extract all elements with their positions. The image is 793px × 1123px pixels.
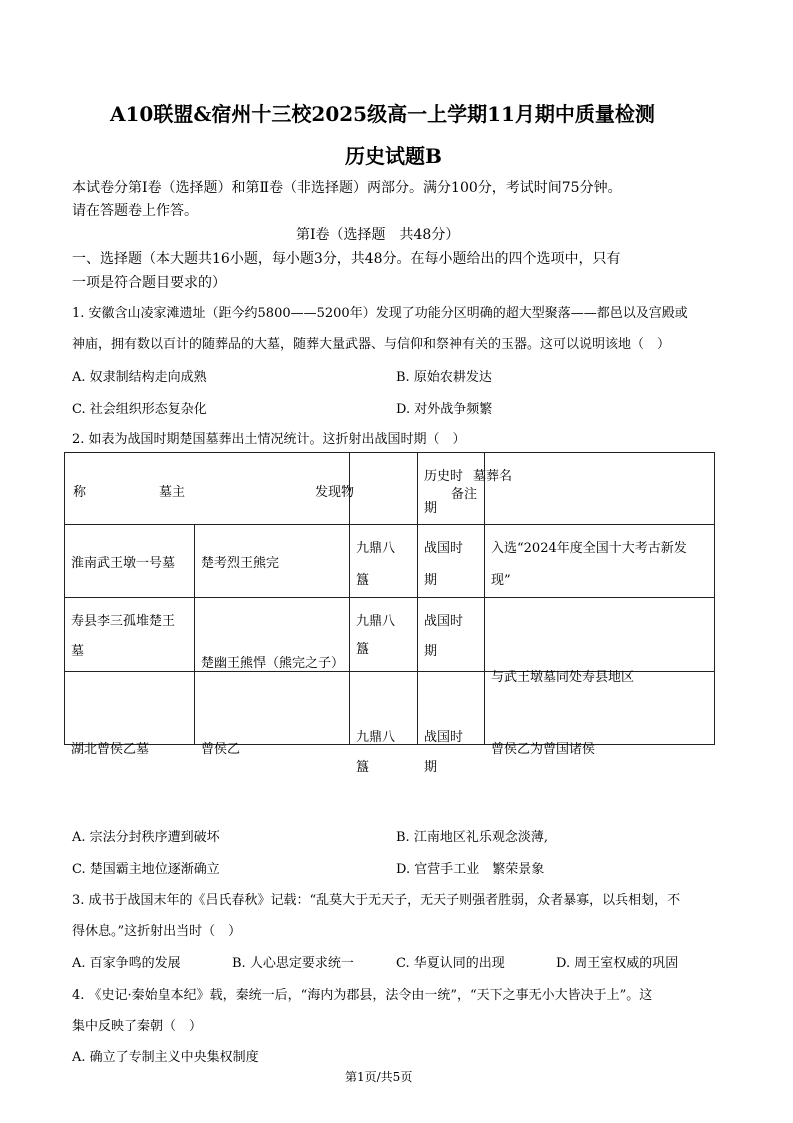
q3-stem-2: 得休息。”这折射出当时（ ） <box>72 924 242 939</box>
header-period-2: 期 <box>424 501 438 516</box>
q3-stem-1: 3. 成书于战国末年的《吕氏春秋》记载：“乱莫大于无天子，无天子则强者胜弱，众者暴寡，以兵相刬，不 <box>72 893 681 908</box>
row1-period-1: 战国时 <box>424 541 464 556</box>
q1-stem-1: 1. 安徽含山凌家滩遗址（距今约5800——5200年）发现了功能分区明确的超大型聚落——都邑以及宫殿或 <box>72 306 688 321</box>
section-instructions-1: 一、选择题（本大题共16小题，每小题3分，共48分。在每小题给出的四个选项中，只有 <box>72 251 621 267</box>
q2-stem: 2. 如表为战国时期楚国墓葬出土情况统计。这折射出战国时期（ ） <box>72 432 466 447</box>
row2-find-2: 簋 <box>356 642 370 657</box>
header-period: 历史时 <box>424 469 464 484</box>
intro-line-1: 本试卷分第Ⅰ卷（选择题）和第Ⅱ卷（非选择题）两部分。满分100分，考试时间75分钟。 <box>72 180 622 196</box>
table-row <box>65 525 715 598</box>
row3-find-2: 簋 <box>356 760 370 775</box>
q2-option-c: C. 楚国霸主地位逐渐确立 <box>72 862 220 877</box>
cell-name <box>65 525 195 598</box>
q3-option-a: A. 百家争鸣的发展 <box>72 956 181 971</box>
exam-title: A10联盟&宿州十三校2025级高一上学期11月期中质量检测 <box>110 102 655 126</box>
cell-period <box>418 672 485 775</box>
q2-option-a: A. 宗法分封秩序遭到破坏 <box>72 830 220 845</box>
row2-note: 与武王墩墓同处寿县地区 <box>491 670 635 685</box>
q4-stem-2: 集中反映了秦朝（ ） <box>72 1019 203 1034</box>
row1-name: 淮南武王墩一号墓 <box>71 556 176 571</box>
cell-finds <box>350 598 418 672</box>
cell-name <box>65 598 195 672</box>
header-cell <box>451 453 715 525</box>
cell-note <box>485 525 715 598</box>
row3-find-1: 九鼎八 <box>356 730 396 745</box>
exam-subtitle: 历史试题B <box>345 144 442 168</box>
row3-period-1: 战国时 <box>424 730 464 745</box>
q2-table <box>64 452 715 775</box>
header-cheng: 称 <box>73 485 87 500</box>
q4-stem-1: 4. 《史记·秦始皇本纪》载，秦统一后，“海内为郡县，法令由一统”，“天下之事无小大皆决于上”。这 <box>72 988 653 1003</box>
q1-option-c: C. 社会组织形态复杂化 <box>72 402 207 417</box>
row1-note-2: 现” <box>491 573 511 588</box>
row2-owner: 楚幽王熊悍（熊完之子） <box>201 656 345 671</box>
intro-line-2: 请在答题卷上作答。 <box>72 203 198 219</box>
cell-owner <box>195 672 350 757</box>
row1-note-1: 入选“2024年度全国十大考古新发 <box>491 541 687 556</box>
q3-option-c: C. 华夏认同的出现 <box>396 956 505 971</box>
row1-period-2: 期 <box>424 573 438 588</box>
q1-option-b: B. 原始农耕发达 <box>396 370 492 385</box>
row3-owner: 曾侯乙 <box>201 742 241 757</box>
cell-note <box>485 598 715 685</box>
row2-find-1: 九鼎八 <box>356 614 396 629</box>
cell-finds <box>350 672 418 775</box>
header-note: 备注 <box>451 487 478 502</box>
header-finds: 发现物 <box>315 485 355 500</box>
row1-find-2: 簋 <box>356 573 370 588</box>
row3-note: 曾侯乙为曾国诸侯 <box>491 742 596 757</box>
header-owner: 墓主 <box>159 485 186 500</box>
table-header-row <box>65 453 715 525</box>
q4-option-a: A. 确立了专制主义中央集权制度 <box>72 1050 259 1065</box>
row2-period-2: 期 <box>424 644 438 659</box>
cell-note <box>485 672 715 757</box>
table-row <box>65 672 715 745</box>
header-cell <box>65 453 355 525</box>
q1-stem-2: 神庙，拥有数以百计的随葬品的大墓，随葬大量武器、与信仰和祭神有关的玉器。这可以说明该地（ ） <box>72 337 671 352</box>
q3-option-b: B. 人心思定要求统一 <box>232 956 354 971</box>
row2-period-1: 战国时 <box>424 614 464 629</box>
row2-name-1: 寿县李三孤堆楚王 <box>71 614 176 629</box>
page-number: 第1页/共5页 <box>345 1070 413 1084</box>
header-cell <box>350 453 418 525</box>
table-row <box>65 598 715 672</box>
section-heading: 第Ⅰ卷（选择题 共48分） <box>296 227 460 243</box>
cell-period <box>418 598 485 672</box>
q3-option-d: D. 周王室权威的巩固 <box>556 956 679 971</box>
row3-name: 湖北曾侯乙墓 <box>71 742 150 757</box>
q2-option-d: D. 官营手工业 繁荣景象 <box>396 862 545 877</box>
cell-period <box>418 525 485 598</box>
q2-option-b: B. 江南地区礼乐观念淡薄, <box>396 830 548 845</box>
section-instructions-2: 一项是符合题目要求的） <box>72 275 226 291</box>
header-tomb-name: 墓葬名 <box>473 469 513 484</box>
row1-find-1: 九鼎八 <box>356 541 396 556</box>
cell-owner <box>195 525 350 598</box>
row1-owner: 楚考烈王熊完 <box>201 556 280 571</box>
row3-period-2: 期 <box>424 760 438 775</box>
cell-owner <box>195 598 350 672</box>
row2-name-2: 墓 <box>71 644 85 659</box>
cell-name <box>65 672 195 757</box>
cell-finds <box>350 525 418 598</box>
q1-option-a: A. 奴隶制结构走向成熟 <box>72 370 207 385</box>
q1-option-d: D. 对外战争频繁 <box>396 402 493 417</box>
